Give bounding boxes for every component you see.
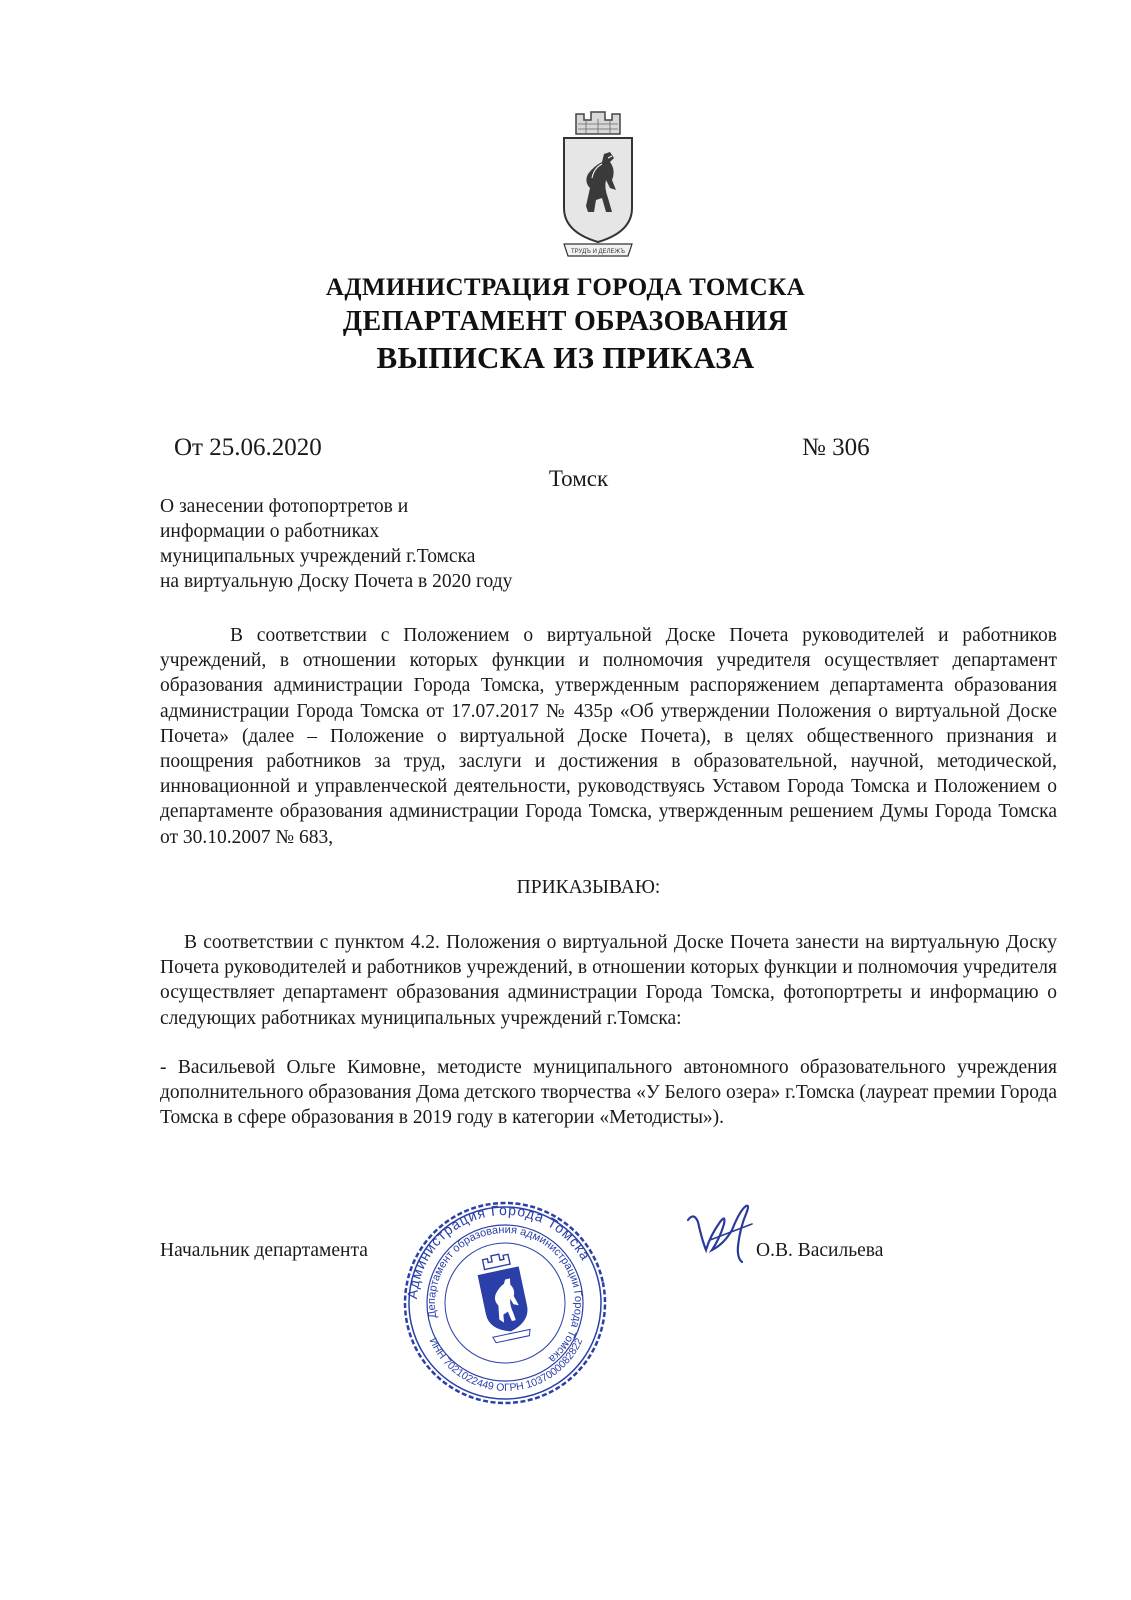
- order-number: № 306: [802, 434, 870, 461]
- preamble-paragraph: В соответствии с Положением о виртуальной Доске Почета руководителей и работников учреждений, в отношении которых функции и полномочия учредителя осуществляет департамент образования администрации Города Томска, утвержденным распоряжением департамента образования администрации Города Томска от 17.07.2017 № 435р «Об утверждении Положения о виртуальной Доске Почета» (далее – Положение о виртуальной Доске Почета), в целях общественного признания и поощрения работников за труд, заслуги и достижения в образовательной, научной, методической, инновационной и управленческой деятельности, руководствуясь Уставом Города Томска и Положением о департаменте образования администрации Города Томска, утвержденным решением Думы Города Томска от 30.10.2007 № 683,: [160, 625, 1057, 848]
- order-keyword: ПРИКАЗЫВАЮ:: [516, 877, 661, 898]
- order-date: От 25.06.2020: [174, 434, 322, 461]
- order-subject: [160, 494, 620, 594]
- administration-heading: АДМИНИСТРАЦИЯ ГОРОДА ТОМСКА: [325, 274, 806, 301]
- official-seal-stamp: [400, 1198, 610, 1408]
- department-heading: ДЕПАРТАМЕНТ ОБРАЗОВАНИЯ: [342, 306, 789, 337]
- clause-paragraph: В соответствии с пунктом 4.2. Положения о виртуальной Доске Почета занести на виртуальную Доску Почета руководителей и работников учреждений, в отношении которых функции и полномочия учредителя осуществляет департамент образования администрации Города Томска, фотопортреты и информацию о следующих работниках муниципальных учреждений г.Томска:: [160, 932, 1057, 1029]
- signatory-position: Начальник департамента: [160, 1240, 368, 1261]
- subject-line: информации о работниках: [160, 521, 380, 542]
- subject-line: О занесении фотопортретов и: [160, 496, 409, 517]
- seal-inner-text: Департамент образования администрации Города Томска: [425, 1223, 585, 1365]
- order-city: Томск: [548, 466, 609, 491]
- subject-line: муниципальных учреждений г.Томска: [160, 546, 476, 567]
- document-title: ВЫПИСКА ИЗ ПРИКАЗА: [376, 340, 755, 375]
- seal-outer-text: Администрация Города Томска: [403, 1201, 595, 1300]
- seal-ids-text: ИНН 7021022449 ОГРН 1037000082822: [426, 1336, 586, 1394]
- subject-line: на виртуальную Доску Почета в 2020 году: [160, 571, 513, 592]
- coat-of-arms-emblem: [558, 108, 638, 260]
- honoree-item: - Васильевой Ольге Кимовне, методисте муниципального автономного образовательного учреждения дополнительного образования Дома детского творчества «У Белого озера» г.Томска (лауреат премии Города Томска в сфере образования в 2019 году в категории «Методисты»).: [160, 1057, 1057, 1129]
- emblem-ribbon-text: ТРУДЪ И ДЕЛЕЖЪ: [571, 249, 625, 255]
- signatory-name: О.В. Васильева: [756, 1240, 884, 1261]
